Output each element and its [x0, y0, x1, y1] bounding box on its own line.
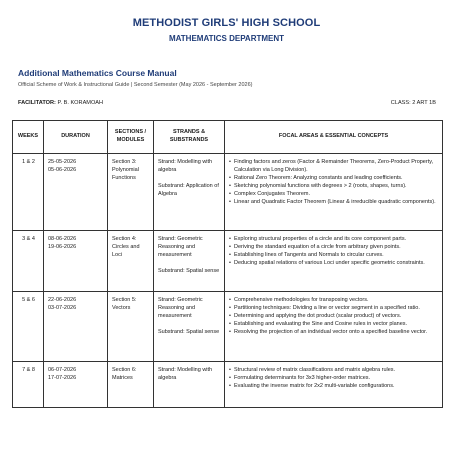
concepts-cell: [225, 362, 443, 408]
concept-item: • Deriving the standard equation of a circle from arbitrary given points.: [229, 244, 439, 252]
end-date: 17-07-2026: [48, 374, 77, 381]
facilitator-name: P. B. KORAMOAH: [57, 100, 104, 106]
concepts-cell: [225, 231, 443, 292]
weeks-cell: 7 & 8: [13, 362, 44, 408]
concept-item: • Partitioning techniques: Dividing a line or vector segment in a specified ratio.: [229, 305, 439, 313]
header-strands: STRANDS & SUBSTRANDS: [154, 121, 225, 154]
concepts-cell: [225, 154, 443, 231]
concepts-cell: [225, 292, 443, 362]
table-row: [13, 292, 443, 362]
concept-item: • Complex Conjugates Theorem.: [229, 191, 439, 199]
start-date: 22-06-2026: [48, 297, 77, 303]
header-focal-areas: FOCAL AREAS & ESSENTIAL CONCEPTS: [225, 121, 443, 154]
weeks-cell: 3 & 4: [13, 231, 44, 292]
strand-cell: [154, 231, 225, 292]
concept-item: • Rational Zero Theorem: Analyzing constants and leading coefficients.: [229, 175, 439, 183]
concept-item: • Linear and Quadratic Factor Theorem (Linear & irreducible quadratic components).: [229, 199, 439, 207]
table-row: [13, 154, 443, 231]
weeks-cell: 1 & 2: [13, 154, 44, 231]
table-row: [13, 362, 443, 408]
concept-item: • Evaluating the inverse matrix for 2x2 multi-variable configurations.: [229, 383, 439, 391]
concept-item: • Deducing spatial relations of various Loci under specific geometric constraints.: [229, 260, 439, 268]
substrand: Substrand: Spatial sense: [158, 328, 220, 335]
strand-cell: [154, 292, 225, 362]
concept-item: • Determining and applying the dot product (scalar product) of vectors.: [229, 313, 439, 321]
school-name: METHODIST GIRLS' HIGH SCHOOL: [132, 17, 321, 29]
start-date: 25-05-2026: [48, 159, 77, 165]
table-header-row: [13, 121, 443, 154]
concept-item: • Comprehensive methodologies for transposing vectors.: [229, 297, 439, 305]
table-row: [13, 231, 443, 292]
class-label: CLASS: 2 ART 1B: [390, 100, 436, 106]
strand: Strand: Modelling with algebra: [158, 367, 213, 381]
concept-item: • Structural review of matrix classifications and matrix algebra rules.: [229, 367, 439, 375]
concept-item: • Finding factors and zeros (Factor & Remainder Theorems, Zero-Product Property, Calculation via Long Division).: [229, 159, 439, 175]
manual-title: Additional Mathematics Course Manual: [18, 68, 177, 78]
concept-item: • Exploring structural properties of a circle and its core component parts.: [229, 236, 439, 244]
concept-item: • Establishing and evaluating the Sine and Cosine rules in vector planes.: [229, 321, 439, 329]
weeks-cell: 5 & 6: [13, 292, 44, 362]
end-date: 03-07-2026: [48, 304, 77, 311]
facilitator-line: [18, 100, 103, 106]
strand: Strand: Modelling with algebra: [158, 159, 213, 173]
strand-cell: [154, 154, 225, 231]
department-name: MATHEMATICS DEPARTMENT: [168, 34, 285, 43]
start-date: 06-07-2026: [48, 367, 77, 373]
scheme-table: [12, 120, 443, 408]
section-cell: Section 5: Vectors: [108, 292, 154, 362]
section-cell: Section 6: Matrices: [108, 362, 154, 408]
duration-cell: [44, 154, 108, 231]
strand: Strand: Geometric Reasoning and measurement: [158, 297, 203, 319]
strand-cell: [154, 362, 225, 408]
concept-item: • Formulating determinants for 3x3 higher-order matrices.: [229, 375, 439, 383]
concept-item: • Sketching polynomial functions with degrees > 2 (roots, shapes, turns).: [229, 183, 439, 191]
end-date: 19-06-2026: [48, 243, 77, 250]
end-date: 05-06-2026: [48, 166, 77, 173]
facilitator-label: FACILITATOR:: [18, 100, 56, 106]
concept-item: • Resolving the projection of an individual vector onto a specified baseline vector.: [229, 329, 439, 337]
header-weeks: WEEKS: [13, 121, 44, 154]
manual-subtitle: Official Scheme of Work & Instructional Guide | Second Semester (May 2026 - September 2026): [18, 82, 253, 88]
duration-cell: [44, 362, 108, 408]
strand: Strand: Geometric Reasoning and measurement: [158, 236, 203, 258]
substrand: Substrand: Spatial sense: [158, 267, 220, 274]
section-cell: Section 4: Circles and Loci: [108, 231, 154, 292]
start-date: 08-06-2026: [48, 236, 77, 242]
header-duration: DURATION: [44, 121, 108, 154]
header-sections: SECTIONS / MODULES: [108, 121, 154, 154]
duration-cell: [44, 231, 108, 292]
concept-item: • Establishing lines of Tangents and Normals to circular curves.: [229, 252, 439, 260]
section-cell: Section 3: Polynomial Functions: [108, 154, 154, 231]
duration-cell: [44, 292, 108, 362]
substrand: Substrand: Application of Algebra: [158, 182, 219, 197]
